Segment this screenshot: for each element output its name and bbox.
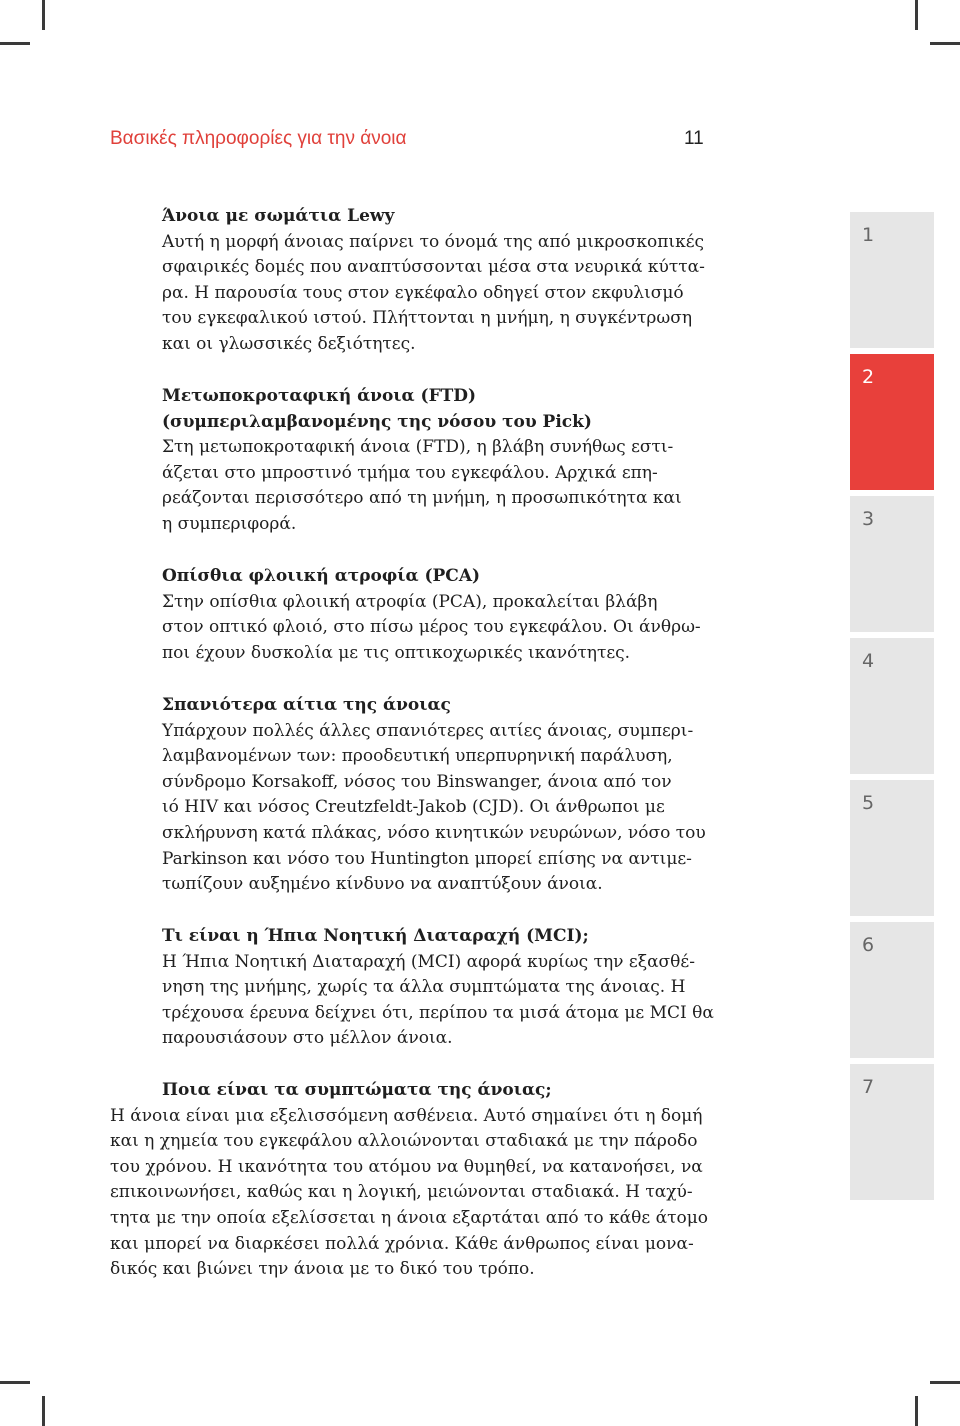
section-body [110,1104,730,1283]
section-heading [110,1078,730,1104]
crop-mark [930,1381,960,1384]
section-heading [162,693,722,719]
body-line: ιό HIV και νόσος Creutzfeldt-Jakob (CJD). Οι άνθρωποι με [162,797,665,818]
body-line: επικοινωνήσει, καθώς και η λογική, μειώνονται σταδιακά. Η ταχύ- [110,1182,693,1203]
body-line: δικός και βιώνει την άνοια με το δικό του τρόπο. [110,1259,535,1280]
body-line: στον οπτικό φλοιό, στο πίσω μέρος του εγκεφάλου. Οι άνθρω- [162,617,701,638]
section-body [162,719,722,898]
chapter-tab-4[interactable] [850,638,934,774]
chapter-tab-2[interactable] [850,354,934,490]
section-heading [162,204,722,230]
body-line: και οι γλωσσικές δεξιότητες. [162,333,416,354]
section-lewy [162,204,722,358]
body-line: τωπίζουν αυξημένο κίνδυνο να αναπτύξουν άνοια. [162,874,603,895]
body-line: και μπορεί να διαρκέσει πολλά χρόνια. Κάθε άνθρωπος είναι μονα- [110,1233,694,1254]
section-mci [162,924,722,1052]
heading-line: (συμπεριλαμβανομένης της νόσου του Pick) [162,411,592,432]
body-line: Η άνοια είναι μια εξελισσόμενη ασθένεια. Αυτό σημαίνει ότι η δομή [110,1105,703,1126]
body-line: Στη μετωποκροταφική άνοια (FTD), η βλάβη συνήθως εστι- [162,437,674,458]
section-heading [162,924,722,950]
body-line: του χρόνου. Η ικανότητα του ατόμου να θυμηθεί, να κατανοήσει, να [110,1156,703,1177]
body-line: ποι έχουν δυσκολία με τις οπτικοχωρικές ικανότητες. [162,642,631,663]
heading-line: Άνοια με σωμάτια Lewy [162,206,395,226]
chapter-tab-3[interactable] [850,496,934,632]
section-heading [162,564,722,590]
body-line: και η χημεία του εγκεφάλου αλλοιώνονται σταδιακά με την πάροδο [110,1131,698,1152]
section-body [162,950,722,1052]
chapter-tab-label: 6 [862,934,875,956]
crop-mark [0,42,30,45]
body-line: του εγκεφαλικού ιστού. Πλήττονται η μνήμη, η συγκέντρωση [162,308,693,329]
chapter-tab-label: 1 [862,224,875,246]
body-line: Parkinson και νόσο του Huntington μπορεί επίσης να αντιμε- [162,848,692,869]
chapter-tab-label: 2 [862,366,875,388]
body-line: λαμβανομένων των: προοδευτική υπερπυρηνική παράλυση, [162,746,673,767]
heading-line: Μετωποκροταφική άνοια (FTD) [162,386,477,406]
crop-mark [930,42,960,45]
body-line: σκλήρυνση κατά πλάκας, νόσο κινητικών νευρώνων, νόσο του [162,822,706,843]
body-line: παρουσιάσουν στο μέλλον άνοια. [162,1028,453,1049]
body-line: νηση της μνήμης, χωρίς τα άλλα συμπτώματα της άνοιας. Η [162,977,686,998]
section-rare-causes [162,693,722,898]
body-line: τητα με την οποία εξελίσσεται η άνοια εξαρτάται από το κάθε άτομο [110,1207,709,1228]
section-heading [162,384,722,435]
chapter-tab-label: 4 [862,650,875,672]
body-line: σφαιρικές δομές που αναπτύσσονται μέσα στα νευρικά κύττα- [162,257,705,278]
section-body [162,230,722,358]
chapter-tab-label: 3 [862,508,875,530]
body-line: σύνδρομο Korsakoff, νόσος του Binswanger, άνοια από τον [162,771,672,792]
chapter-tab-5[interactable] [850,780,934,916]
crop-mark [915,1396,918,1426]
page-number: 11 [684,128,704,149]
chapter-tab-7[interactable] [850,1064,934,1200]
chapter-tab-label: 5 [862,792,875,814]
body-line: τρέχουσα έρευνα δείχνει ότι, περίπου τα μισά άτομα με MCI θα [162,1002,714,1023]
heading-line: Οπίσθια φλοιική ατροφία (PCA) [162,566,481,586]
body-line: ρεάζονται περισσότερο από τη μνήμη, η προσωπικότητα και [162,488,682,509]
body-line: ρα. Η παρουσία τους στον εγκέφαλο οδηγεί στον εκφυλισμό [162,282,684,303]
chapter-tabs [850,212,934,1206]
body-line: άζεται στο μπροστινό τμήμα του εγκεφάλου. Αρχικά επη- [162,462,658,483]
section-ftd [162,384,722,538]
body-line: Στην οπίσθια φλοιική ατροφία (PCA), προκαλείται βλάβη [162,591,658,612]
section-pca [162,564,722,666]
crop-mark [42,1396,45,1426]
body-line: η συμπεριφορά. [162,513,297,534]
section-symptoms [110,1078,730,1283]
chapter-tab-1[interactable] [850,212,934,348]
section-body [162,435,722,537]
heading-line: Σπανιότερα αίτια της άνοιας [162,695,451,715]
body-line: Η Ήπια Νοητική Διαταραχή (MCI) αφορά κυρίως την εξασθέ- [162,951,695,972]
crop-mark [915,0,918,30]
crop-mark [0,1381,30,1384]
section-body [162,590,722,667]
heading-line: Ποια είναι τα συμπτώματα της άνοιας; [162,1080,552,1100]
body-line: Αυτή η μορφή άνοιας παίρνει το όνομά της από μικροσκοπικές [162,231,705,252]
body-line: Υπάρχουν πολλές άλλες σπανιότερες αιτίες άνοιας, συμπερι- [162,720,694,741]
chapter-tab-6[interactable] [850,922,934,1058]
chapter-tab-label: 7 [862,1076,875,1098]
crop-mark [42,0,45,30]
heading-line: Τι είναι η Ήπια Νοητική Διαταραχή (MCI); [162,926,589,946]
running-title: Βασικές πληροφορίες για την άνοια [110,128,407,149]
